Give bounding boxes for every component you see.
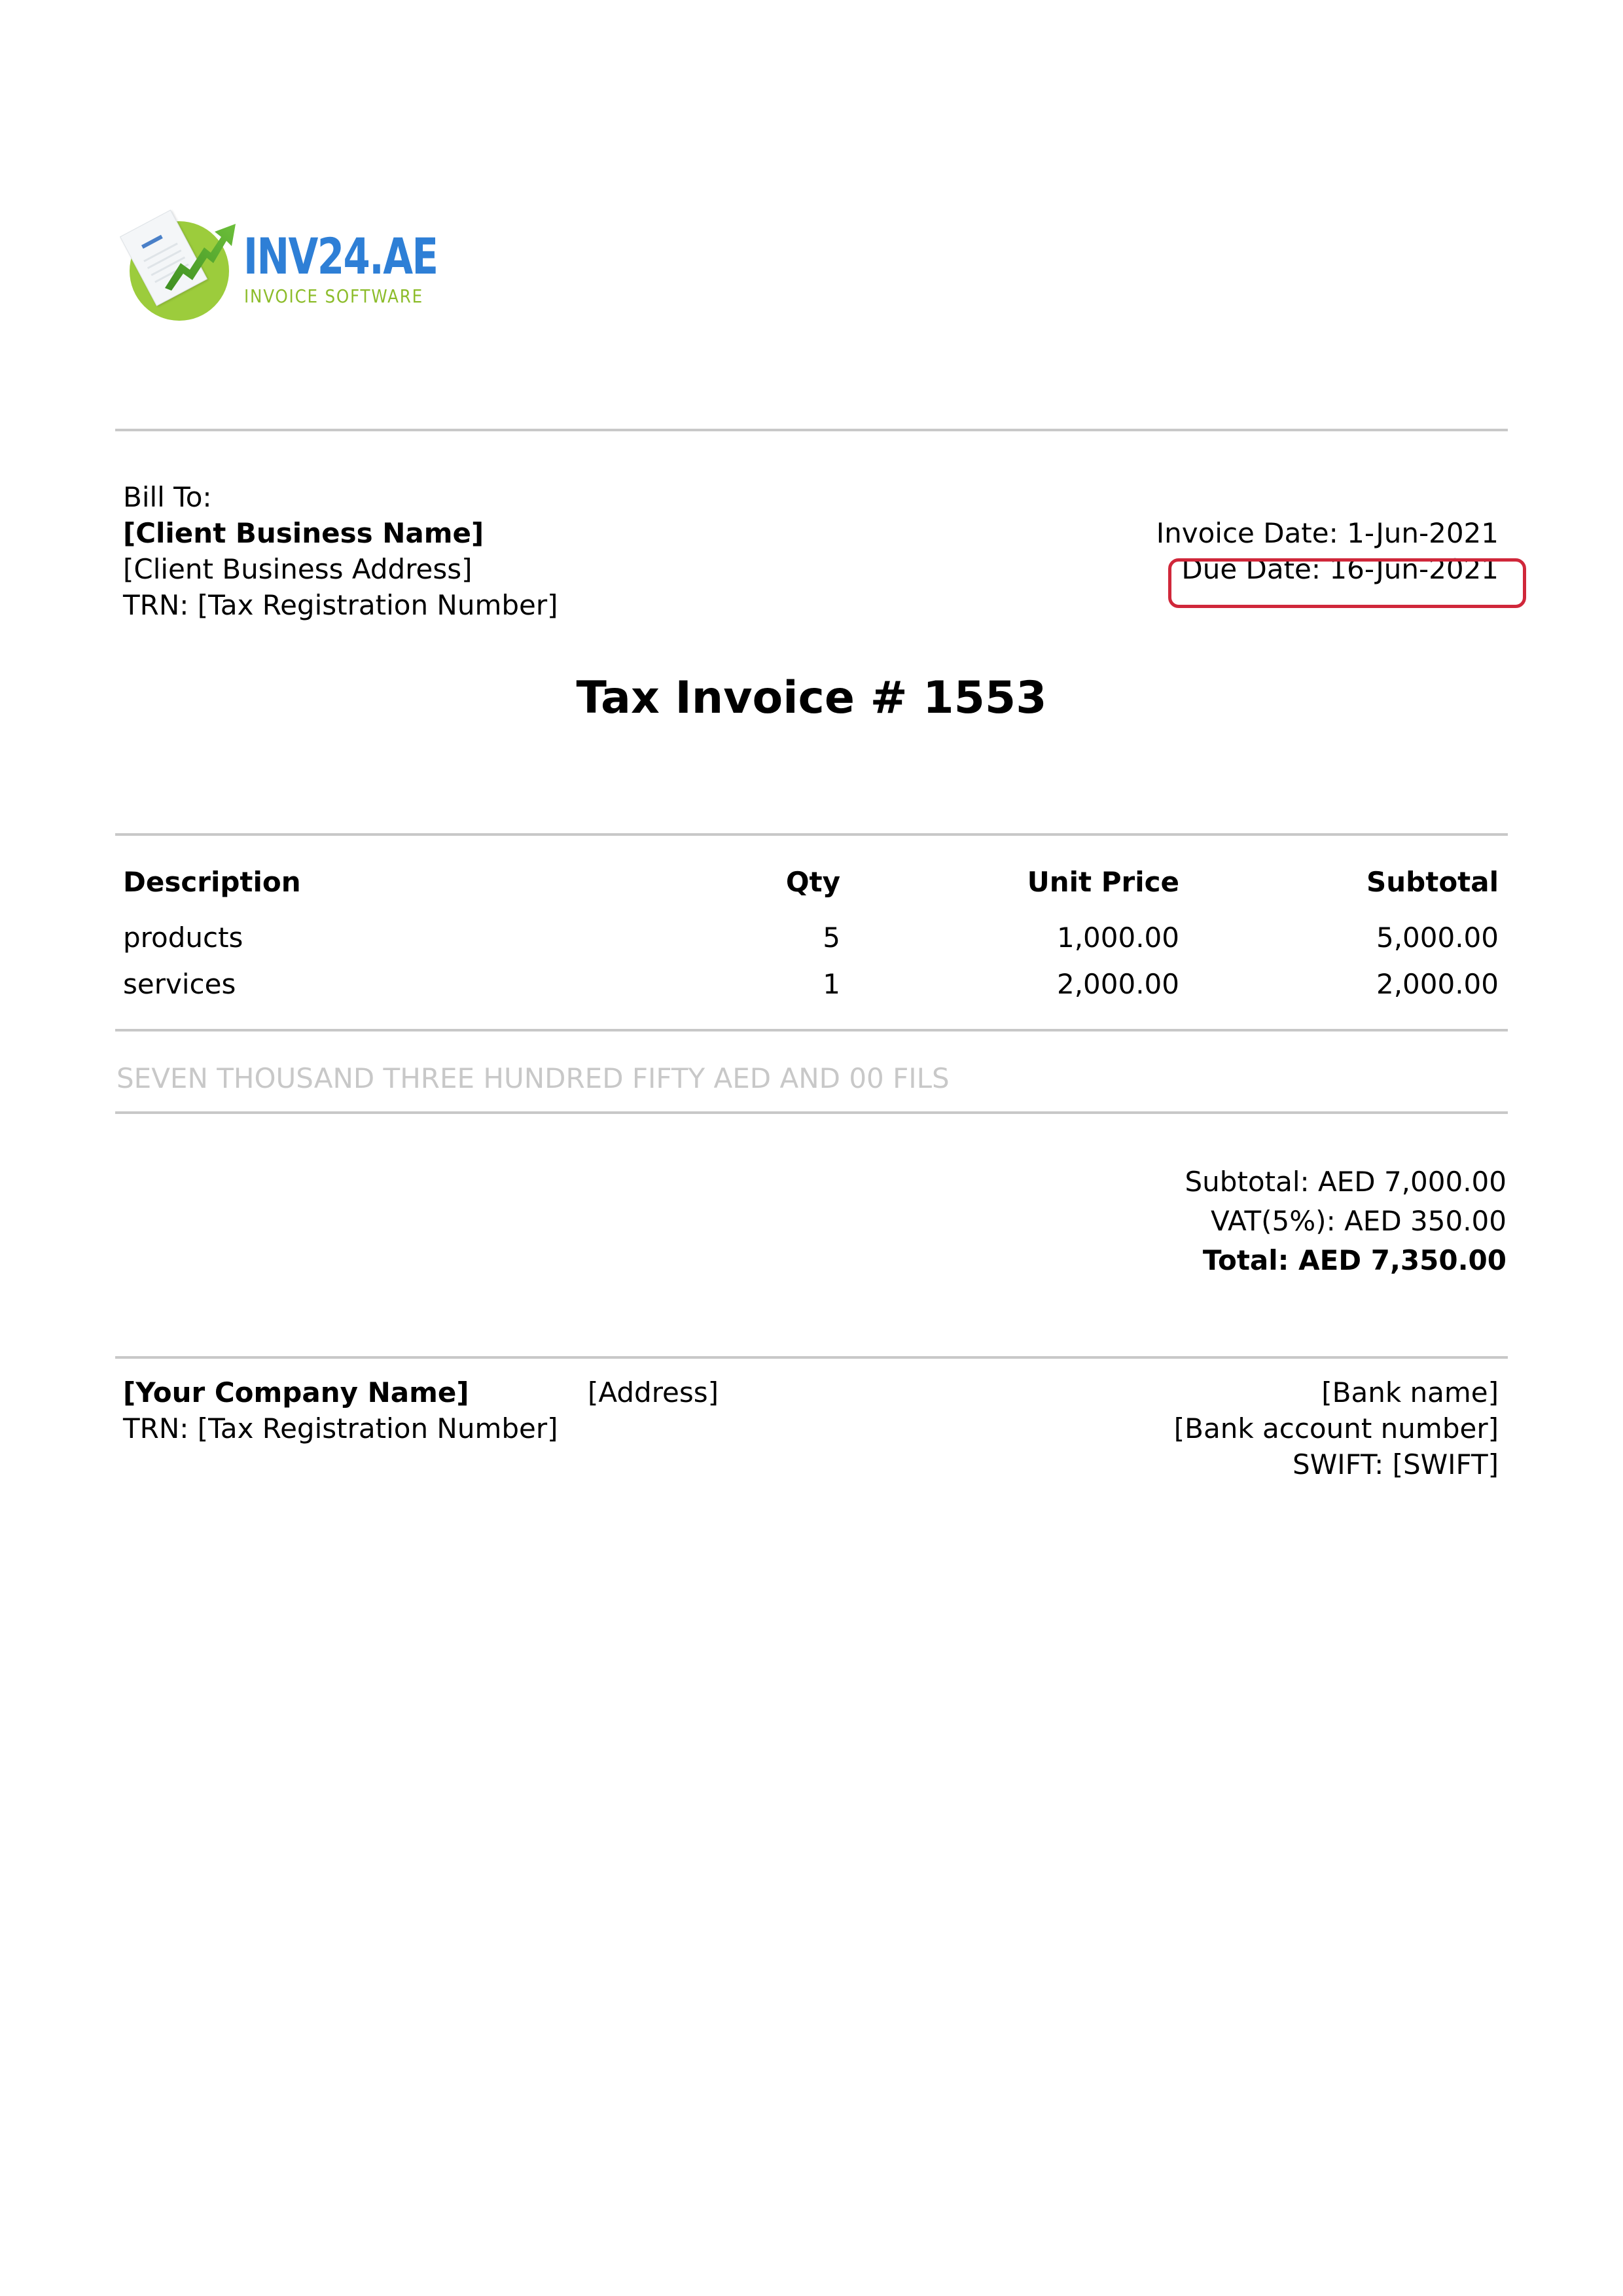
client-business-name: [Client Business Name]: [123, 517, 484, 549]
row-subtotal: 5,000.00: [1376, 922, 1499, 954]
table-top-divider: [115, 833, 1508, 836]
column-header-unit-price: Unit Price: [1027, 866, 1179, 898]
divider: [115, 1111, 1508, 1114]
client-trn: TRN: [Tax Registration Number]: [123, 589, 558, 621]
bank-name: [Bank name]: [1321, 1376, 1499, 1408]
vat-amount: VAT(5%): AED 350.00: [1211, 1205, 1507, 1237]
bank-account-number: [Bank account number]: [1173, 1412, 1499, 1444]
row-subtotal: 2,000.00: [1376, 968, 1499, 1000]
due-date: Due Date: 16-Jun-2021: [1181, 553, 1499, 585]
divider: [115, 429, 1508, 431]
invoice-date: Invoice Date: 1-Jun-2021: [1156, 517, 1499, 549]
invoice-title: Tax Invoice # 1553: [576, 672, 1047, 724]
subtotal-amount: Subtotal: AED 7,000.00: [1185, 1166, 1507, 1198]
total-amount: Total: AED 7,350.00: [1202, 1244, 1507, 1276]
amount-in-words: SEVEN THOUSAND THREE HUNDRED FIFTY AED AND 00 FILS: [116, 1062, 950, 1094]
swift-code: SWIFT: [SWIFT]: [1293, 1448, 1499, 1480]
column-header-qty: Qty: [785, 866, 840, 898]
company-logo: [126, 207, 466, 321]
client-business-address: [Client Business Address]: [123, 553, 473, 585]
row-qty: 5: [823, 922, 840, 954]
logo-subtitle: INVOICE SOFTWARE: [244, 285, 423, 307]
row-description: products: [123, 922, 243, 954]
row-qty: 1: [823, 968, 840, 1000]
column-header-description: Description: [123, 866, 301, 898]
company-trn: TRN: [Tax Registration Number]: [123, 1412, 558, 1444]
logo-title: INV24.AE: [243, 227, 438, 285]
row-unit-price: 1,000.00: [1056, 922, 1179, 954]
footer-divider: [115, 1356, 1508, 1359]
row-unit-price: 2,000.00: [1056, 968, 1179, 1000]
due-date-highlight-box: [1168, 558, 1526, 608]
company-address: [Address]: [588, 1376, 719, 1408]
column-header-subtotal: Subtotal: [1366, 866, 1499, 898]
company-name: [Your Company Name]: [123, 1376, 469, 1408]
table-bottom-divider: [115, 1029, 1508, 1031]
bill-to-label: Bill To:: [123, 481, 212, 513]
growth-arrow-icon: [161, 223, 240, 295]
row-description: services: [123, 968, 236, 1000]
